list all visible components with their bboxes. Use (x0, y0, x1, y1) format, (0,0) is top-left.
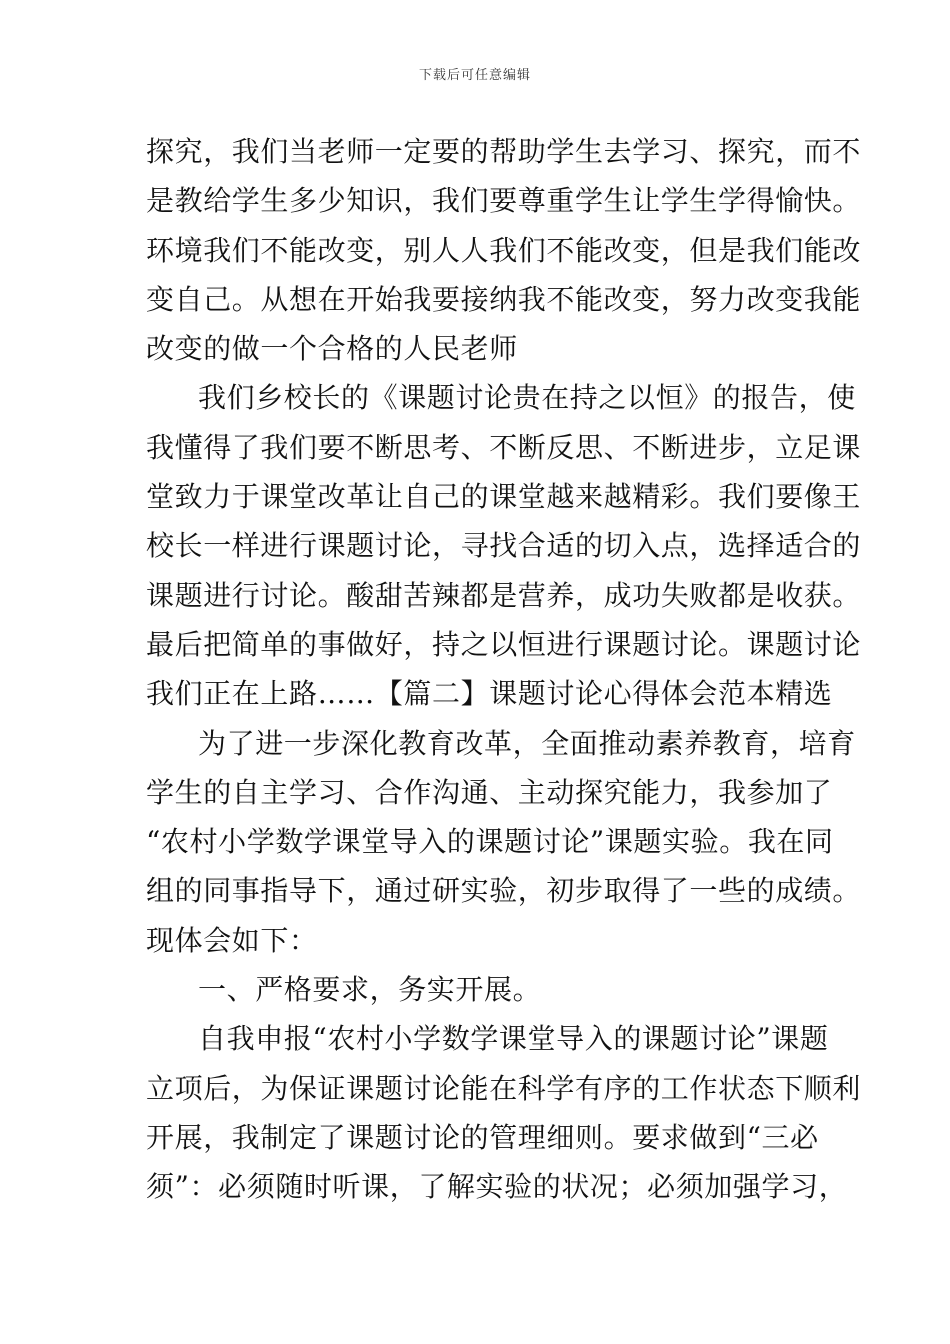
paragraph-start-line: 为了进一步深化教育改革，全面推动素养教育，培育 (198, 726, 856, 760)
document-body (146, 127, 862, 1212)
text-line: 堂致力于课堂改革让自己的课堂越来越精彩。我们要像王 (146, 480, 862, 514)
paragraph-start-line: 自我申报“农村小学数学课堂导入的课题讨论”课题 (198, 1022, 829, 1056)
text-line: 探究，我们当老师一定要的帮助学生去学习、探究，而不 (146, 135, 862, 168)
page-header: 下载后可任意编辑 (418, 68, 531, 83)
text-line: “农村小学数学课堂导入的课题讨论”课题实验。我在同 (146, 825, 834, 859)
text-line: 我懂得了我们要不断思考、不断反思、不断进步，立足课 (146, 430, 862, 464)
subheading-line: 一、严格要求，务实开展。 (198, 973, 542, 1007)
text-line: 最后把简单的事做好，持之以恒进行课题讨论。课题讨论 (146, 627, 862, 661)
text-line: 须”：必须随时听课，了解实验的状况；必须加强学习， (146, 1170, 848, 1204)
text-line: 开展，我制定了课题讨论的管理细则。要求做到“三必 (146, 1120, 819, 1154)
text-line: 立项后，为保证课题讨论能在科学有序的工作状态下顺利 (146, 1071, 862, 1105)
text-line: 变自己。从想在开始我要接纳我不能改变，努力改变我能 (146, 282, 862, 316)
paragraph-start-line: 我们乡校长的《课题讨论贵在持之以恒》的报告，使 (198, 381, 856, 415)
text-line: 学生的自主学习、合作沟通、主动探究能力，我参加了 (146, 775, 833, 809)
text-line: 组的同事指导下，通过研实验，初步取得了一些的成绩。 (146, 874, 862, 908)
text-line: 现体会如下： (146, 923, 318, 957)
text-line: 环境我们不能改变，别人人我们不能改变，但是我们能改 (146, 233, 862, 267)
text-line: 课题进行讨论。酸甜苦辣都是营养，成功失败都是收获。 (146, 578, 862, 612)
text-line: 改变的做一个合格的人民老师 (146, 332, 518, 366)
section-title-line: 我们正在上路……【篇二】课题讨论心得体会范本精选 (146, 677, 833, 711)
text-line: 是教给学生多少知识，我们要尊重学生让学生学得愉快。 (146, 184, 862, 218)
text-line: 校长一样进行课题讨论，寻找合适的切入点，选择适合的 (146, 529, 862, 563)
